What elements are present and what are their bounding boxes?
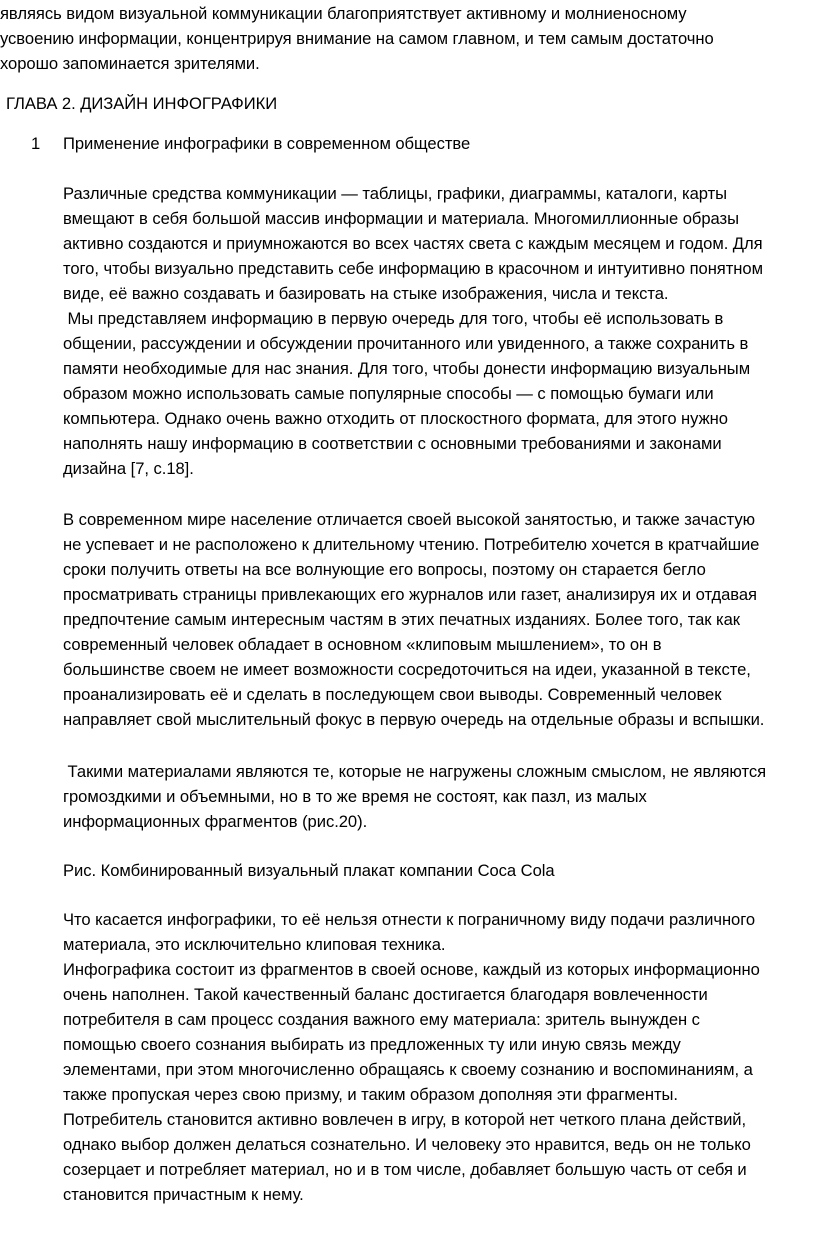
- section-number: 1: [31, 134, 41, 153]
- paragraph-line: большинстве своем не имеет возможности сосредоточиться на идеи, указанной в тексте,: [63, 660, 751, 679]
- paragraph-line: Инфографика состоит из фрагментов в своей основе, каждый из которых информационно: [63, 960, 760, 979]
- paragraph-line: проанализировать её и сделать в последующем свои выводы. Современный человек: [63, 685, 722, 704]
- paragraph-line: Мы представляем информацию в первую очередь для того, чтобы её использовать в: [63, 309, 724, 328]
- paragraph-line: Такими материалами являются те, которые не нагружены сложным смыслом, не являются: [63, 762, 767, 781]
- paragraph-line: общении, рассуждении и обсуждении прочитанного или увиденного, а также сохранить в: [63, 334, 749, 353]
- paragraph-line: становится причастным к нему.: [63, 1185, 304, 1204]
- paragraph-line: В современном мире население отличается своей высокой занятостью, и также зачастую: [63, 510, 755, 529]
- paragraph-line: наполнять нашу информацию в соответствии с основными требованиями и законами: [63, 434, 722, 453]
- paragraph-line: того, чтобы визуально представить себе информацию в красочном и интуитивно понятном: [63, 259, 763, 278]
- paragraph-line: активно создаются и приумножаются во всех частях света с каждым месяцем и годом. Для: [63, 234, 763, 253]
- paragraph-line: созерцает и потребляет материал, но и в том числе, добавляет большую часть от себя и: [63, 1160, 747, 1179]
- paragraph-line: материала, это исключительно клиповая техника.: [63, 935, 446, 954]
- paragraph-line: громоздкими и объемными, но в то же время не состоят, как пазл, из малых: [63, 787, 647, 806]
- figure-caption: Рис. Комбинированный визуальный плакат компании Coca Cola: [63, 861, 555, 880]
- paragraph-line: очень наполнен. Такой качественный баланс достигается благодаря вовлеченности: [63, 985, 708, 1004]
- paragraph-line: современный человек обладает в основном «клиповым мышлением», то он в: [63, 635, 662, 654]
- paragraph-line: просматривать страницы привлекающих его журналов или газет, анализируя их и отдавая: [63, 585, 757, 604]
- paragraph-line: Различные средства коммуникации — таблицы, графики, диаграммы, каталоги, карты: [63, 184, 728, 203]
- paragraph-line: Потребитель становится активно вовлечен в игру, в которой нет четкого плана действий,: [63, 1110, 747, 1129]
- paragraph-line: предпочтение самым интересным частям в этих печатных изданиях. Более того, так как: [63, 610, 741, 629]
- paragraph-line: виде, её важно создавать и базировать на стыке изображения, числа и текста.: [63, 284, 669, 303]
- paragraph-line: сроки получить ответы на все волнующие его вопросы, поэтому он старается бегло: [63, 560, 706, 579]
- paragraph-line: элементами, при этом многочисленно обращаясь к своему сознанию и воспоминаниям, а: [63, 1060, 753, 1079]
- paragraph-line: направляет свой мыслительный фокус в первую очередь на отдельные образы и вспышки.: [63, 710, 765, 729]
- paragraph-line: однако выбор должен делаться сознательно. И человеку это нравится, ведь он не только: [63, 1135, 751, 1154]
- section-title: Применение инфографики в современном обществе: [63, 134, 471, 153]
- intro-line: хорошо запоминается зрителями.: [0, 54, 260, 73]
- paragraph-line: памяти необходимые для нас знания. Для того, чтобы донести информацию визуальным: [63, 359, 751, 378]
- paragraph-line: потребителя в сам процесс создания важного ему материала: зритель вынужден с: [63, 1010, 700, 1029]
- paragraph-line: дизайна [7, с.18].: [63, 459, 194, 478]
- paragraph-line: также пропуская через свою призму, и таким образом дополняя эти фрагменты.: [63, 1085, 678, 1104]
- paragraph-line: вмещают в себя большой массив информации и материала. Многомиллионные образы: [63, 209, 739, 228]
- paragraph-line: образом можно использовать самые популярные способы — с помощью бумаги или: [63, 384, 714, 403]
- intro-line: усвоению информации, концентрируя внимание на самом главном, и тем самым достаточно: [0, 29, 714, 48]
- paragraph-line: не успевает и не расположено к длительному чтению. Потребителю хочется в кратчайшие: [63, 535, 760, 554]
- paragraph-line: компьютера. Однако очень важно отходить от плоскостного формата, для этого нужно: [63, 409, 728, 428]
- intro-line: являясь видом визуальной коммуникации благоприятствует активному и молниеносному: [0, 4, 687, 23]
- paragraph-line: помощью своего сознания выбирать из предложенных ту или иную связь между: [63, 1035, 681, 1054]
- paragraph-line: информационных фрагментов (рис.20).: [63, 812, 368, 831]
- chapter-heading: ГЛАВА 2. ДИЗАЙН ИНФОГРАФИКИ: [6, 94, 278, 113]
- paragraph-line: Что касается инфографики, то её нельзя отнести к пограничному виду подачи различного: [63, 910, 756, 929]
